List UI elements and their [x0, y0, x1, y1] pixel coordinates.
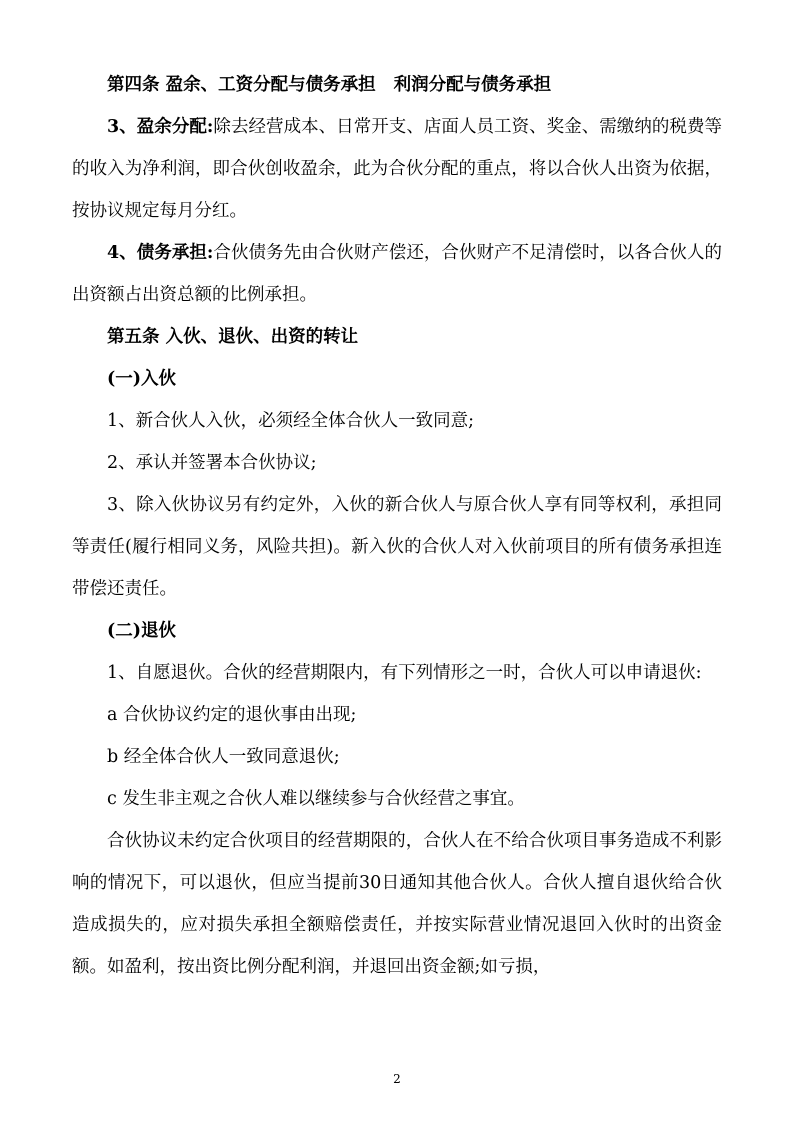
section-withdrawal-title: (二)退伙 [107, 621, 177, 641]
joining-item-2: 2、承认并签署本合伙协议; [107, 453, 317, 473]
withdrawal-item-1: 1、自愿退伙。合伙的经营期限内，有下列情形之一时，合伙人可以申请退伙: [107, 663, 702, 683]
withdrawal-subitem-a: a 合伙协议约定的退伙事由出现; [107, 705, 357, 725]
joining-item-1: 1、新合伙人入伙，必须经全体合伙人一致同意; [107, 411, 475, 431]
article-4-title [72, 64, 722, 106]
paragraph-text: 除去经营成本、日常开支、店面人员工资、奖金、需缴纳的税费等的收入为净利润，即合伙创收盈余，此为合伙分配的重点，将以合伙人出资为依据，按协议规定每月分红。 [72, 117, 722, 221]
paragraph-text: 合伙债务先由合伙财产偿还，合伙财产不足清偿时，以各合伙人的出资额占出资总额的比例承担。 [72, 243, 722, 305]
page-number: 2 [393, 1072, 401, 1086]
article-4-title-alt: 利润分配与债务承担 [393, 75, 552, 95]
paragraph-label: 4、债务承担: [107, 243, 214, 263]
paragraph-surplus-distribution [72, 106, 722, 232]
joining-item-3: 3、除入伙协议另有约定外，入伙的新合伙人与原合伙人享有同等权利，承担同等责任(履行相同义务，风险共担)。新入伙的合伙人对入伙前项目的所有债务承担连带偿还责任。 [72, 495, 722, 599]
article-4-title-main: 第四条 盈余、工资分配与债务承担 [107, 75, 376, 95]
article-5-title: 第五条 入伙、退伙、出资的转让 [107, 327, 359, 347]
paragraph-debt-bearing [72, 232, 722, 316]
withdrawal-closing-paragraph: 合伙协议未约定合伙项目的经营期限的，合伙人在不给合伙项目事务造成不利影响的情况下，可以退伙，但应当提前30日通知其他合伙人。合伙人擅自退伙给合伙造成损失的，应对损失承担全额赔偿责任，并按实际营业情况退回入伙时的出资金额。如盈利，按出资比例分配利润，并退回出资金额;如亏损， [72, 831, 722, 977]
withdrawal-subitem-c: c 发生非主观之合伙人难以继续参与合伙经营之事宜。 [107, 789, 525, 809]
document-body [72, 64, 722, 988]
withdrawal-subitem-b: b 经全体合伙人一致同意退伙; [107, 747, 340, 767]
section-joining-title: (一)入伙 [107, 369, 177, 389]
paragraph-label: 3、盈余分配: [107, 117, 214, 137]
